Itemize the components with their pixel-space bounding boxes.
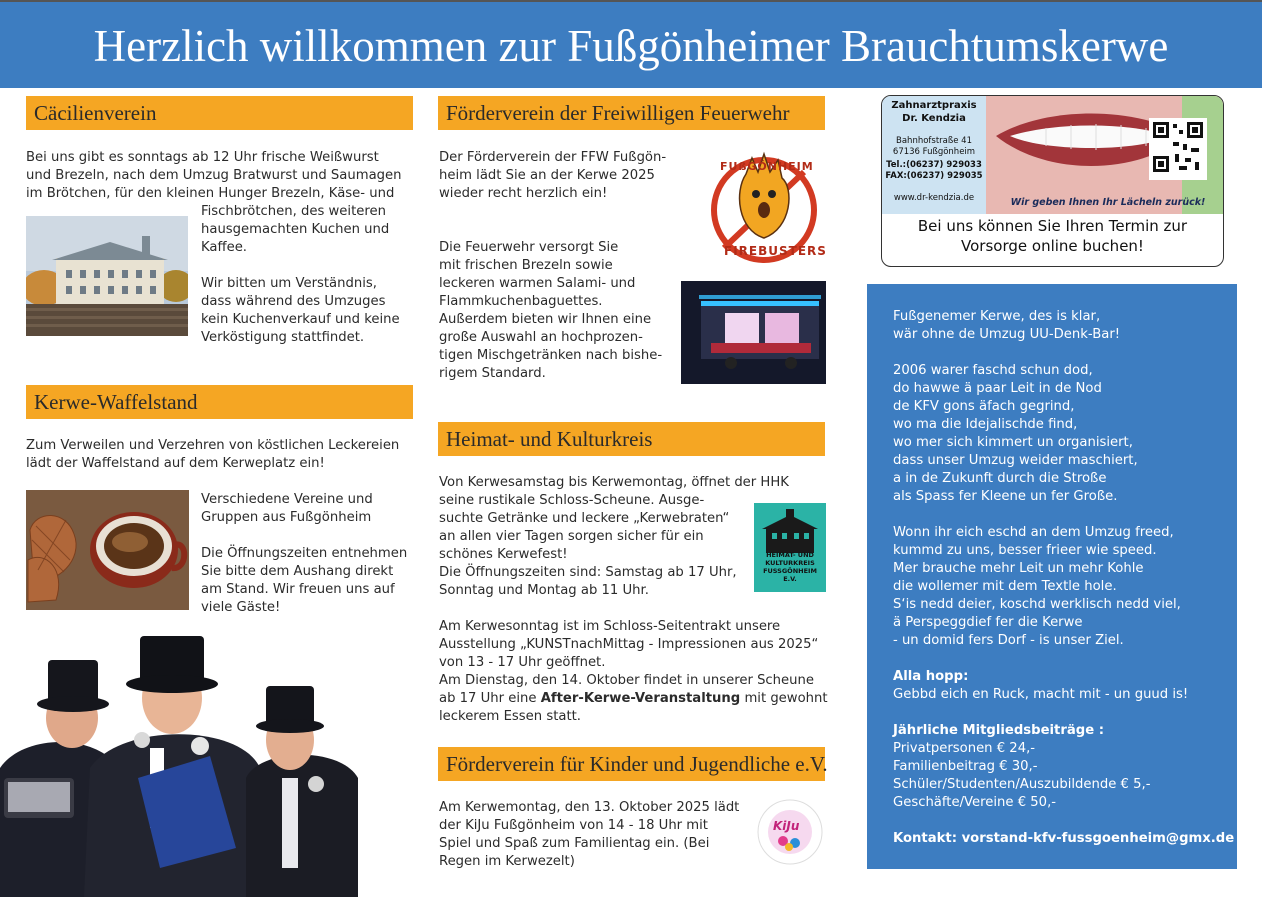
section-heading-waffelstand: Kerwe-Waffelstand: [26, 385, 413, 419]
poem-stanza-2: 2006 warer faschd schun dod, do hawwe ä paar Leit in de Nod de KFV gons äfach gegrind, wo ma die Idejalischde find, wo mer sich kimmert un organisiert, dass unser Umzug weider maschiert, a in de Zukunft durch die Stroße als Spass fer Kleene un fer Große.: [893, 363, 1138, 504]
qr-code: [1149, 118, 1207, 180]
after-kerwe-highlight: After-Kerwe-Veranstaltung: [540, 691, 741, 706]
ad-address: Bahnhofstraße 41 67136 Fußgönheim: [892, 136, 976, 157]
kiju-text: Am Kerwemontag, den 13. Oktober 2025 lädt der KiJu Fußgönheim von 14 - 18 Uhr mit Spiel und Spaß zum Familientag ein. (Bei Regen im Kerwezelt): [439, 800, 740, 869]
kfv-info-box: [867, 284, 1237, 869]
feuerwehr-intro: Der Förderverein der FFW Fußgön- heim lädt Sie an der Kerwe 2025 wieder recht herzlich ein!: [439, 150, 667, 201]
heimat-exhibition-text: Am Kerwesonntag ist im Schloss-Seitentrakt unsere Ausstellung „KUNSTnachMittag - Impressionen aus 2025“ von 13 - 17 Uhr geöffnet. Am Dienstag, den 14. Oktober findet in unserer Scheune ab 17 Uhr eine: [439, 619, 819, 706]
dentist-ad: [881, 95, 1224, 267]
heimat-exhibition: [439, 618, 828, 726]
section-heading-heimat: Heimat- und Kulturkreis: [438, 422, 825, 456]
heimat-logo-text: HEIMAT- UND KULTURKREIS FUSSGÖNHEIM E.V.: [763, 551, 817, 583]
kiju-logo-text: KiJu: [773, 819, 800, 833]
firebusters-logo-bottom: FIREBUSTERS: [724, 244, 827, 258]
ad-slogan: Wir geben Ihnen Ihr Lächeln zurück!: [1010, 197, 1206, 208]
title-banner: [0, 0, 1262, 88]
heimat-exhibition-tail: mit gewohnt leckerem Essen statt.: [439, 691, 828, 724]
alla-hopp-title: Alla hopp:: [893, 669, 969, 684]
ad-caption: Bei uns können Sie Ihren Termin zur Vorsorge online buchen!: [917, 217, 1188, 255]
poem-stanza-3: Wonn ihr eich eschd an dem Umzug freed, kummd zu uns, besser frieer wie speed. Mer brauche mehr Leit un mehr Kohle die wollemer mit dem Textle hole. S‘is nedd deier, koschd werklisch nedd viel, ä Perspeggdief fer die Kerwe - un domid fers Dorf - is unser Ziel.: [893, 525, 1181, 648]
waffel-details: Verschiedene Vereine und Gruppen aus Fußgönheim Die Öffnungszeiten entnehmen Sie bitte dem Aushang direkt am Stand. Wir freuen uns auf viele Gäste!: [201, 492, 408, 615]
waffel-intro: Zum Verweilen und Verzehren von köstlichen Leckereien lädt der Waffelstand auf dem Kerweplatz ein!: [26, 438, 400, 471]
fees-title: Jährliche Mitgliedsbeiträge :: [893, 723, 1104, 738]
feuerwehr-details: Die Feuerwehr versorgt Sie mit frischen Brezeln sowie leckeren warmen Salami- und Flammkuchenbaguettes. Außerdem bieten wir Ihnen eine große Auswahl an hochprozen- tigen Mischgetränken nach bishe- rigem Standard.: [439, 240, 663, 381]
food-trailer-photo: [681, 281, 826, 384]
poem-stanza-1: Fußgenemer Kerwe, des is klar, wär ohne de Umzug UU-Denk-Bar!: [893, 309, 1121, 342]
section-heading-caecilienverein: Cäcilienverein: [26, 96, 413, 130]
kiju-logo: [755, 797, 825, 867]
firebusters-logo: [702, 148, 826, 272]
heimat-kulturkreis-logo: [754, 503, 826, 592]
contact-email[interactable]: Kontakt: vorstand-kfv-fussgoenheim@gmx.de: [893, 831, 1235, 846]
heimat-intro: Von Kerwesamstag bis Kerwemontag, öffnet der HHK seine rustikale Schloss-Scheune. Ausge- suchte Getränke und leckere „Kerwebraten“ an allen vier Tagen sorgen sicher für ein schönes Kerwefest! Die Öffnungszeiten sind: Samstag ab 17 Uhr, Sonntag und Montag ab 11 Uhr.: [439, 475, 789, 598]
page-title: Herzlich willkommen zur Fußgönheimer Brauchtumskerwe: [93, 21, 1169, 71]
fees-list: Privatpersonen € 24,- Familienbeitrag € 30,- Schüler/Studenten/Auszubildende € 5,- Geschäfte/Vereine € 50,-: [893, 741, 1151, 810]
section-heading-feuerwehr: Förderverein der Freiwilligen Feuerwehr: [438, 96, 825, 130]
caecilien-details: Fischbrötchen, des weiteren hausgemachten Kuchen und Kaffee. Wir bitten um Verständnis, dass während des Umzuges kein Kuchenverkauf und keine Verköstigung stattfindet.: [201, 204, 400, 345]
waffle-coffee-photo: [26, 490, 189, 610]
kerwe-burschen-photo: [0, 628, 364, 897]
ad-phone: Tel.:(06237) 929033 FAX:(06237) 929035: [885, 160, 983, 181]
alla-hopp-text: Gebbd eich en Ruck, macht mit - un guud is!: [893, 687, 1189, 702]
caecilien-intro: Bei uns gibt es sonntags ab 12 Uhr frische Weißwurst und Brezeln, nach dem Umzug Bratwurst und Saumagen im Brötchen, für den kleinen Hunger Brezeln, Käse- und: [26, 150, 402, 201]
ad-practice-name: Zahnarztpraxis Dr. Kendzia: [891, 100, 977, 124]
castle-photo: [26, 216, 188, 336]
firebusters-logo-top: FUßGÖNHEIM: [720, 160, 814, 173]
section-heading-kiju: Förderverein für Kinder und Jugendliche e.V.: [438, 747, 825, 781]
ad-website[interactable]: www.dr-kendzia.de: [893, 193, 975, 203]
